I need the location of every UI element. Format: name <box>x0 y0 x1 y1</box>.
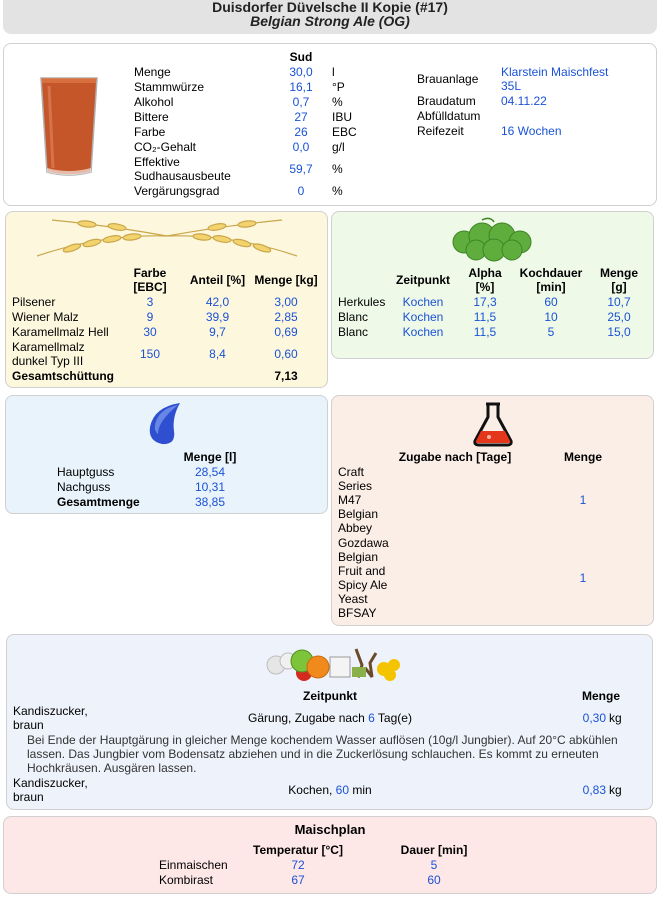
summary-value: 26 <box>294 125 308 139</box>
recipe-style: Belgian Strong Ale (OG) <box>250 13 410 29</box>
malt-farbe: 150 <box>139 347 161 361</box>
malt-name: Pilsener <box>12 295 56 309</box>
mash-step-dauer: 60 <box>427 873 441 887</box>
summary-label: Vergärungsgrad <box>134 184 220 198</box>
additions-header-zeitpunkt: Zeitpunkt <box>303 689 357 703</box>
addition-zeit-prefix: Kochen, <box>288 783 336 797</box>
malt-name: Karamellmalz dunkel Typ III <box>12 340 85 368</box>
summary-unit: % <box>332 95 343 109</box>
addition-zeit-prefix: Gärung, Zugabe nach <box>248 711 369 725</box>
hop-menge: 25,0 <box>607 310 631 324</box>
addition-zeit-suffix: min <box>349 783 372 797</box>
hop-icon <box>452 216 534 262</box>
addition-menge: 0,83 <box>582 783 606 797</box>
summary-value: 16,1 <box>289 80 313 94</box>
hops-header-menge: Menge [g] <box>599 266 638 294</box>
yeast-header-zugabe: Zugabe nach [Tage] <box>398 450 512 464</box>
summary-value: 0,0 <box>292 140 310 154</box>
mash-step-name: Einmaischen <box>159 858 228 872</box>
hop-kochdauer: 5 <box>547 325 555 339</box>
hop-kochdauer: 10 <box>544 310 558 324</box>
summary-label: Bittere <box>134 110 169 124</box>
mash-title: Maischplan <box>294 822 366 837</box>
hops-header-alpha: Alpha [%] <box>468 266 502 294</box>
malt-menge: 3,00 <box>274 295 298 309</box>
yeast-name: Craft Series M47 Belgian Abbey <box>338 465 379 535</box>
sud-column-header: Sud <box>289 50 313 64</box>
summary-value: 0 <box>297 184 305 198</box>
malt-farbe: 3 <box>146 295 154 309</box>
mash-step-temp: 72 <box>291 858 305 872</box>
summary-label: Stammwürze <box>134 80 205 94</box>
hop-menge: 15,0 <box>607 325 631 339</box>
addition-note: Bei Ende der Hauptgärung in gleicher Menge kochendem Wasser auflösen (10g/l Jungbier). Auf 20°C abkühlen lassen. Das Jungbier vom Bodensatz abziehen und in die Zuckerlösung schlauchen. Es kommt zu erneuten Hochkräusen. Ausgären lassen. <box>27 733 618 775</box>
hop-alpha: 11,5 <box>473 310 497 324</box>
malts-total-value: 7,13 <box>274 369 298 383</box>
water-header-menge: Menge [l] <box>183 450 237 464</box>
hop-kochdauer: 60 <box>544 295 558 309</box>
malt-anteil: 39,9 <box>205 310 230 324</box>
mash-step-name: Kombirast <box>159 873 214 887</box>
hop-zeitpunkt: Kochen <box>402 295 444 309</box>
summary-label: Effektive Sudhausausbeute <box>134 155 231 183</box>
summary-unit: % <box>332 162 343 176</box>
summary-unit: g/l <box>332 140 345 154</box>
malt-name: Karamellmalz Hell <box>12 325 109 339</box>
water-label: Nachguss <box>57 480 111 494</box>
summary-value: 30,0 <box>289 65 313 79</box>
malts-header-farbe: Farbe [EBC] <box>133 266 167 294</box>
info-label: Abfülldatum <box>417 109 481 123</box>
info-label: Braudatum <box>417 94 476 108</box>
flask-icon <box>471 401 515 447</box>
addition-name: Kandiszucker, braun <box>13 704 88 732</box>
yeast-name: Gozdawa Belgian Fruit and Spicy Ale Yeast BFSAY <box>338 536 389 620</box>
malts-total-label: Gesamtschüttung <box>12 369 115 383</box>
hops-header-zeitpunkt: Zeitpunkt <box>396 273 450 287</box>
summary-label: Menge <box>134 65 171 79</box>
additions-header-menge: Menge <box>581 689 620 703</box>
water-total-value: 38,85 <box>194 495 226 509</box>
hop-zeitpunkt: Kochen <box>402 325 444 339</box>
malt-name: Wiener Malz <box>12 310 79 324</box>
hop-name: Herkules <box>338 295 386 309</box>
hop-name: Blanc <box>338 310 369 324</box>
water-label: Hauptguss <box>57 465 115 479</box>
mash-step-temp: 67 <box>291 873 305 887</box>
hop-menge: 10,7 <box>607 295 631 309</box>
summary-label: Alkohol <box>134 95 174 109</box>
summary-unit: % <box>332 184 343 198</box>
wheat-icon <box>32 214 302 264</box>
malt-anteil: 9,7 <box>209 325 226 339</box>
recipe-title: Duisdorfer Düvelsche II Kopie (#17) <box>212 0 448 15</box>
hop-name: Blanc <box>338 325 369 339</box>
summary-label: CO₂-Gehalt <box>134 140 197 154</box>
addition-menge: 0,30 <box>582 711 606 725</box>
summary-value: 27 <box>294 110 308 124</box>
water-total-label: Gesamtmenge <box>57 495 140 509</box>
summary-unit: IBU <box>332 110 353 124</box>
addition-zeit-suffix: Tag(e) <box>374 711 412 725</box>
yeast-menge: 1 <box>579 571 587 585</box>
malt-menge: 0,69 <box>274 325 298 339</box>
malts-header-anteil: Anteil [%] <box>189 273 246 287</box>
info-label: Reifezeit <box>417 124 464 138</box>
yeast-header-menge: Menge <box>563 450 602 464</box>
malt-farbe: 30 <box>143 325 157 339</box>
malt-farbe: 9 <box>146 310 154 324</box>
malt-menge: 2,85 <box>274 310 298 324</box>
yeast-menge: 1 <box>579 493 587 507</box>
info-value-braudatum: 04.11.22 <box>501 94 547 108</box>
addition-name: Kandiszucker, braun <box>13 776 88 804</box>
hop-zeitpunkt: Kochen <box>402 310 444 324</box>
hops-header-kochdauer: Kochdauer [min] <box>519 266 583 294</box>
mash-step-dauer: 5 <box>430 858 438 872</box>
addition-zeit-value: 60 <box>335 783 350 797</box>
addition-zeitpunkt <box>170 711 490 725</box>
malt-menge: 0,60 <box>274 347 298 361</box>
info-label: Brauanlage <box>417 72 479 86</box>
summary-value: 59,7 <box>289 162 313 176</box>
malts-header-menge: Menge [kg] <box>254 273 318 287</box>
hop-alpha: 17,3 <box>473 295 497 309</box>
water-drop-icon <box>144 401 184 447</box>
summary-value: 0,7 <box>292 95 310 109</box>
beer-glass-icon <box>38 72 100 178</box>
addition-zeitpunkt <box>170 783 490 797</box>
malt-anteil: 8,4 <box>209 347 226 361</box>
hop-alpha: 11,5 <box>473 325 497 339</box>
summary-unit: l <box>332 65 335 79</box>
addition-unit: kg <box>609 711 622 725</box>
info-value-brauanlage: Klarstein Maischfest 35L <box>501 65 609 93</box>
summary-unit: EBC <box>332 125 357 139</box>
summary-label: Farbe <box>134 125 166 139</box>
addition-zeit-value: 6 <box>368 711 375 725</box>
water-value: 28,54 <box>194 465 226 479</box>
addition-unit: kg <box>609 783 622 797</box>
info-value-reifezeit: 16 Wochen <box>501 124 562 138</box>
malt-anteil: 42,0 <box>205 295 230 309</box>
mash-header-dauer: Dauer [min] <box>400 843 468 857</box>
water-value: 10,31 <box>194 480 226 494</box>
mash-header-temp: Temperatur [°C] <box>253 843 343 857</box>
summary-unit: °P <box>332 80 345 94</box>
ingredients-icon <box>262 643 402 683</box>
